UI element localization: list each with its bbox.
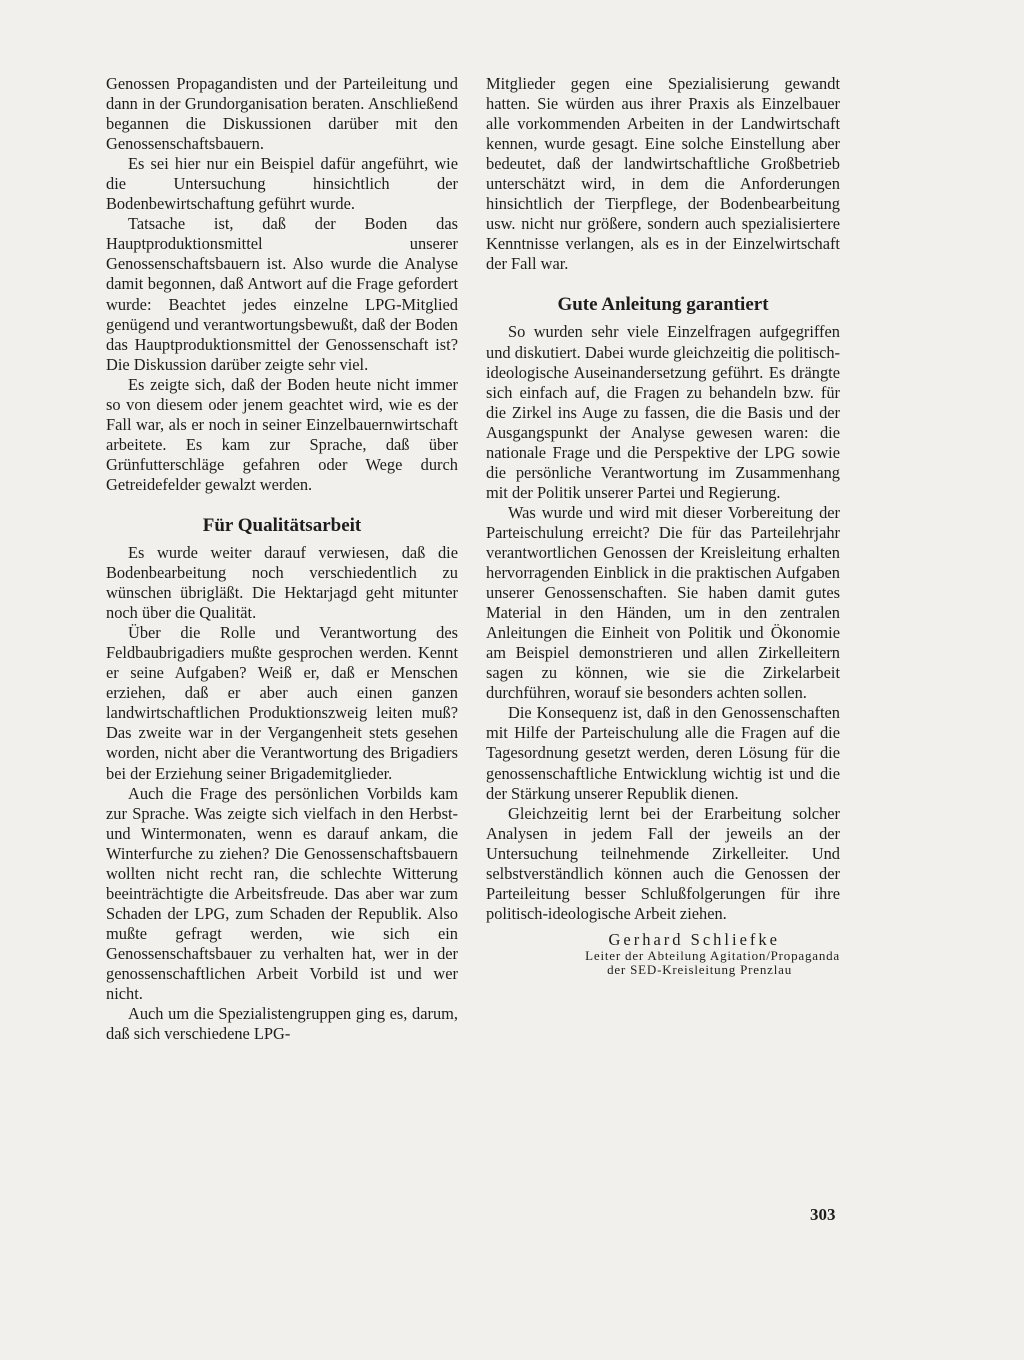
left-column [106, 74, 458, 1044]
right-column [486, 74, 840, 977]
paragraph: Es wurde weiter darauf verwiesen, daß die Bodenbearbeitung noch verschiedentlich zu wünschen übrigläßt. Die Hektarjagd geht mitunter noch über die Qualität. [106, 542, 458, 623]
paragraph: Es zeigte sich, daß der Boden heute nicht immer so von diesem oder jenem geachtet wird, wie es der Fall war, als er noch in seiner Einzelbauernwirtschaft arbeitete. Es kam zur Sprache, daß über Grünfutterschläge gefahren oder Wege durch Getreidefelder gewalzt werden. [106, 374, 458, 494]
signature-title: Leiter der Abteilung Agitation/Propaganda [585, 947, 840, 963]
paragraph: Auch um die Spezialistengruppen ging es, darum, daß sich verschiedene LPG- [106, 1004, 458, 1044]
section-heading: Für Qualitätsarbeit [202, 514, 362, 536]
paragraph: Tatsache ist, daß der Boden das Hauptproduktionsmittel unserer Genossenschaftsbauern ist. Also wurde die Analyse damit begonnen, daß Antwort auf die Frage gefordert wurde: Beachtet jedes einzelne LPG-Mitglied genügend und verantwortungsbewußt, daß der Boden das Hauptproduktionsmittel der Genossenschaft ist? Die Diskussion darüber zeigte sehr viel. [106, 214, 458, 374]
section-heading: Gute Anleitung garantiert [557, 294, 769, 316]
signature-organization: der SED-Kreisleitung Prenzlau [607, 961, 792, 977]
paragraph: So wurden sehr viele Einzelfragen aufgegriffen und diskutiert. Dabei wurde gleichzeitig die politisch-ideologische Auseinandersetzung geführt. Es drängte sich einfach auf, die Fragen zu behandeln bzw. für die Zirkel ins Auge zu fassen, die die Basis und der Ausgangspunkt der Analyse gewesen waren: die nationale Frage und die Perspektive der LPG sowie die persönliche Verantwortung im Zusammenhang mit der Politik unserer Partei und Regierung. [486, 322, 840, 502]
paragraph: Auch die Frage des persönlichen Vorbilds kam zur Sprache. Was zeigte sich vielfach in den Herbst- und Wintermonaten, wenn es darauf ankam, die Winterfurche zu ziehen? Die Genossenschaftsbauern wollten nicht recht ran, die schlechte Witterung beeinträchtigte die Arbeitsfreude. Das aber war zum Schaden der LPG, zum Schaden der Republik. Also mußte gefragt werden, wie sich ein Genossenschaftsbauer zu verhalten hat, wer in der genossenschaftlichen Arbeit Vorbild ist und wer nicht. [106, 783, 458, 1004]
paragraph: Es sei hier nur ein Beispiel dafür angeführt, wie die Untersuchung hinsichtlich der Bodenbewirtschaftung geführt wurde. [106, 154, 458, 214]
signature-name: Gerhard Schliefke [608, 929, 780, 949]
paragraph: Die Konsequenz ist, daß in den Genossenschaften mit Hilfe der Parteischulung alle die Fragen auf die Tagesordnung gesetzt werden, deren Lösung für die genossenschaftliche Entwicklung wichtig ist und die der Stärkung unserer Republik dienen. [486, 703, 840, 803]
paragraph: Mitglieder gegen eine Spezialisierung gewandt hatten. Sie würden aus ihrer Praxis als Einzelbauer alle vorkommenden Arbeiten in der Landwirtschaft kennen, wurde gesagt. Eine solche Einstellung aber bedeutet, daß der landwirtschaftliche Großbetrieb unterschätzt wird, in dem die Anforderungen hinsichtlich der Tierpflege, der Bodenbearbeitung usw. nicht nur größere, sondern auch spezialisiertere Kenntnisse verlangen, als es in der Einzelwirtschaft der Fall war. [486, 74, 840, 274]
paragraph: Was wurde und wird mit dieser Vorbereitung der Parteischulung erreicht? Die für das Parteilehrjahr verantwortlichen Genossen der Kreisleitung erhalten hervorragenden Einblick in die praktischen Aufgaben unserer Genossenschaften. Sie haben damit gutes Material in den Händen, um in den zentralen Anleitungen die Einheit von Politik und Ökonomie am Beispiel demonstrieren und allen Zirkelleitern sagen zu können, wie sie die Zirkelarbeit durchführen, worauf sie besonders achten sollen. [486, 502, 840, 703]
paragraph: Genossen Propagandisten und der Parteileitung und dann in der Grundorganisation beraten. Anschließend begannen die Diskussionen darüber mit den Genossenschaftsbauern. [106, 74, 458, 154]
page-number: 303 [810, 1205, 836, 1224]
paragraph: Über die Rolle und Verantwortung des Feldbaubrigadiers mußte gesprochen werden. Kennt er seine Aufgaben? Weiß er, daß er Menschen erziehen, daß er aber auch einen ganzen landwirtschaftlichen Produktionszweig leiten muß? Das zweite war in der Vergangenheit stets gesehen worden, nicht aber die Verantwortung des Brigadiers bei der Erziehung seiner Brigademitglieder. [106, 623, 458, 783]
paragraph: Gleichzeitig lernt bei der Erarbeitung solcher Analysen in jedem Fall der jeweils an der Untersuchung teilnehmende Zirkelleiter. Und selbstverständlich können auch die Genossen der Parteileitung besser Schlußfolgerungen für ihre politisch-ideologische Arbeit ziehen. [486, 803, 840, 923]
